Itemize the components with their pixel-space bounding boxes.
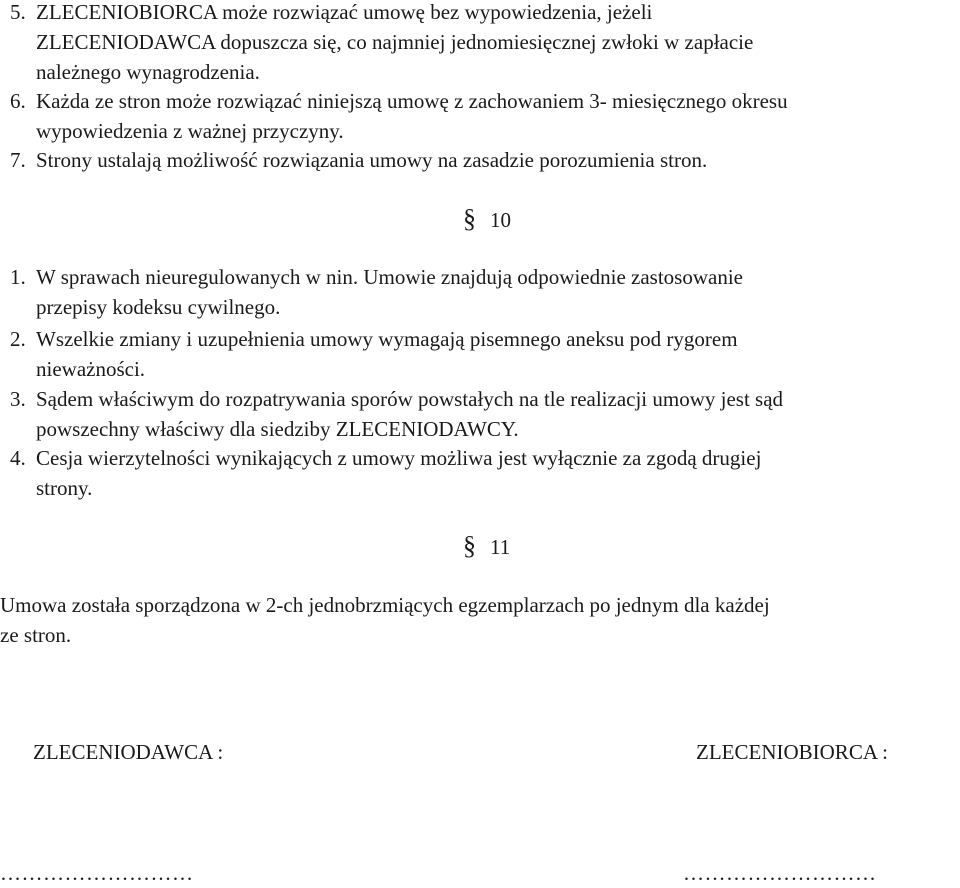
section-mark: § <box>463 204 476 233</box>
item-number: 1. <box>10 265 26 289</box>
item-text-line: Strony ustalają możliwość rozwiązania umowy na zasadzie porozumienia stron. <box>36 148 708 172</box>
section-heading-11 <box>463 531 510 562</box>
item-number: 5. <box>10 0 26 24</box>
paragraph-line: Umowa została sporządzona w 2-ch jednobrzmiących egzemplarzach po jednym dla każdej <box>0 593 770 617</box>
item-number: 7. <box>10 148 26 172</box>
paragraph-line: ze stron. <box>0 623 72 647</box>
item-text-line: należnego wynagrodzenia. <box>36 60 260 84</box>
item-number: 6. <box>10 89 26 113</box>
item-text-line: Wszelkie zmiany i uzupełnienia umowy wymagają pisemnego aneksu pod rygorem <box>36 327 738 351</box>
item-text-line: powszechny właściwy dla siedziby ZLECENIODAWCY. <box>36 417 519 441</box>
item-text-line: Cesja wierzytelności wynikających z umowy możliwa jest wyłącznie za zgodą drugiej <box>36 446 762 470</box>
item-text-line: nieważności. <box>36 357 146 381</box>
item-text-line: ZLECENIOBIORCA może rozwiązać umowę bez wypowiedzenia, jeżeli <box>36 0 653 24</box>
item-number: 2. <box>10 327 26 351</box>
item-text-line: W sprawach nieuregulowanych w nin. Umowie znajdują odpowiednie zastosowanie <box>36 265 743 289</box>
item-number: 4. <box>10 446 26 470</box>
item-text-line: ZLECENIODAWCA dopuszcza się, co najmniej jednomiesięcznej zwłoki w zapłacie <box>36 30 754 54</box>
section-number: 10 <box>490 208 511 232</box>
signature-label-left: ZLECENIODAWCA : <box>33 740 224 764</box>
item-text-line: strony. <box>36 476 93 500</box>
item-number: 3. <box>10 387 26 411</box>
section-number: 11 <box>490 535 511 559</box>
item-text-line: wypowiedzenia z ważnej przyczyny. <box>36 119 344 143</box>
signature-line-left: ……………………… <box>0 861 194 885</box>
item-text-line: Sądem właściwym do rozpatrywania sporów powstałych na tle realizacji umowy jest sąd <box>36 387 784 411</box>
item-text-line: Każda ze stron może rozwiązać niniejszą umowę z zachowaniem 3- miesięcznego okresu <box>36 89 788 113</box>
section-heading-10 <box>463 204 511 235</box>
section-mark: § <box>463 531 476 560</box>
item-text-line: przepisy kodeksu cywilnego. <box>36 295 281 319</box>
signature-line-right: ……………………… <box>683 861 877 885</box>
signature-label-right: ZLECENIOBIORCA : <box>696 740 888 764</box>
